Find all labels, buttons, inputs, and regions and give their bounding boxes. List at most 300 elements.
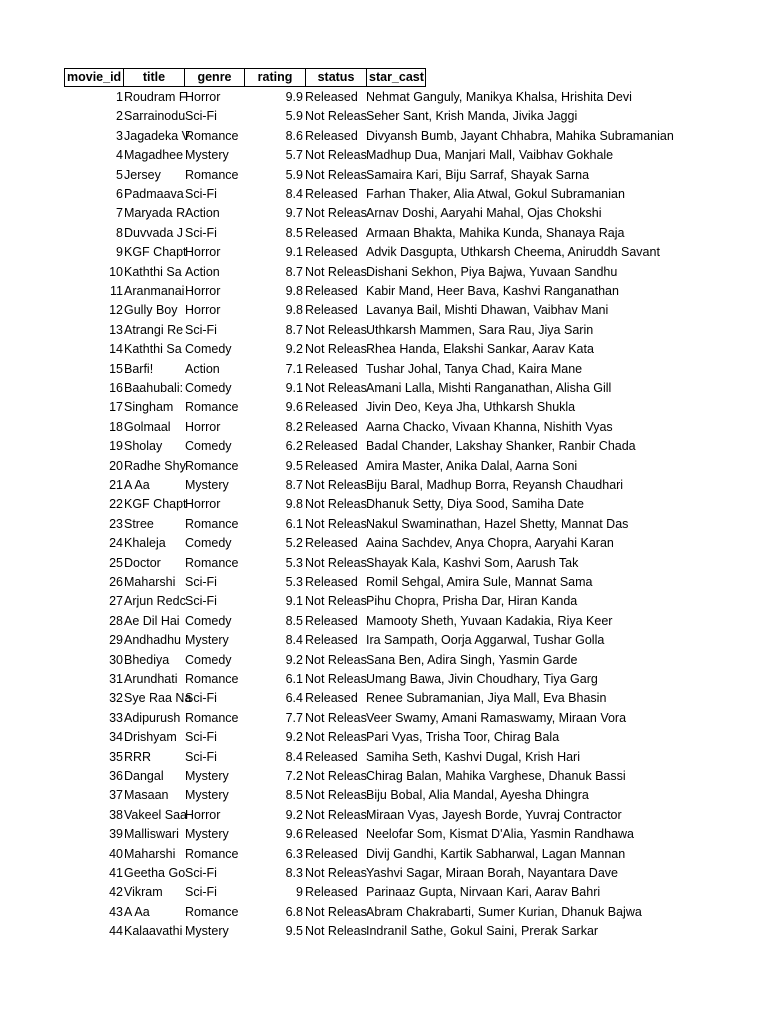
cell-movie-id[interactable]: 23 (109, 516, 123, 531)
cell-star-cast[interactable]: Biju Bobal, Alia Mandal, Ayesha Dhingra (366, 788, 589, 803)
cell-star-cast[interactable]: Yashvi Sagar, Miraan Borah, Nayantara Dave (366, 866, 618, 880)
cell-star-cast[interactable]: Veer Swamy, Amani Ramaswamy, Miraan Vora (366, 710, 627, 725)
cell-movie-id[interactable]: 36 (109, 769, 123, 783)
cell-rating[interactable]: 8.7 (285, 322, 303, 337)
cell-status[interactable]: Not Releas (305, 148, 367, 163)
cell-status[interactable]: Released (305, 361, 358, 376)
cell-status[interactable]: Released (305, 400, 358, 415)
cell-title[interactable]: Maryada R (124, 206, 186, 221)
cell-genre[interactable]: Horror (185, 245, 221, 260)
cell-movie-id[interactable]: 38 (109, 807, 123, 822)
cell-movie-id[interactable]: 44 (109, 924, 123, 939)
cell-rating[interactable]: 8.7 (285, 264, 303, 279)
cell-movie-id[interactable]: 41 (109, 866, 123, 880)
table-row (64, 437, 684, 456)
cell-movie-id[interactable]: 21 (109, 478, 123, 492)
cell-title[interactable]: KGF Chapt (124, 245, 187, 260)
cell-genre[interactable]: Romance (185, 128, 239, 143)
cell-title[interactable]: Sye Raa Na (124, 691, 192, 706)
header-title[interactable]: title (123, 68, 185, 87)
cell-genre[interactable]: Romance (185, 555, 239, 570)
cell-rating[interactable]: 8.4 (285, 187, 303, 201)
cell-rating[interactable]: 9.2 (285, 807, 303, 822)
table-row (64, 379, 684, 398)
cell-movie-id[interactable]: 5 (116, 167, 123, 182)
cell-title[interactable]: Andhadhu (124, 633, 182, 648)
cell-genre[interactable]: Sci-Fi (185, 187, 217, 201)
cell-rating[interactable]: 8.7 (285, 478, 303, 492)
cell-star-cast[interactable]: Madhup Dua, Manjari Mall, Vaibhav Gokhale (366, 148, 614, 163)
cell-status[interactable]: Released (305, 419, 358, 434)
cell-rating[interactable]: 9.1 (285, 245, 303, 260)
cell-rating[interactable]: 9.1 (285, 381, 303, 395)
cell-movie-id[interactable]: 22 (109, 497, 123, 512)
cell-status[interactable]: Not Releas (305, 322, 367, 337)
cell-movie-id[interactable]: 24 (109, 536, 123, 551)
cell-genre[interactable]: Mystery (185, 924, 229, 939)
header-movie-id[interactable]: movie_id (64, 68, 124, 87)
cell-rating[interactable]: 8.5 (285, 788, 303, 803)
cell-genre[interactable]: Sci-Fi (185, 691, 217, 706)
cell-status[interactable]: Not Releas (305, 672, 367, 686)
cell-title[interactable]: Aranmanai (124, 284, 185, 298)
cell-title[interactable]: Khaleja (124, 536, 166, 551)
cell-movie-id[interactable]: 39 (109, 827, 123, 842)
cell-title[interactable]: Ae Dil Hai (124, 613, 180, 628)
cell-star-cast[interactable]: Umang Bawa, Jivin Choudhary, Tiya Garg (366, 672, 598, 686)
cell-movie-id[interactable]: 42 (109, 885, 123, 900)
cell-title[interactable]: KGF Chapt (124, 497, 187, 512)
cell-genre[interactable]: Mystery (185, 148, 229, 163)
cell-star-cast[interactable]: Rhea Handa, Elakshi Sankar, Aarav Kata (366, 342, 594, 357)
cell-status[interactable]: Not Releas (305, 904, 367, 919)
cell-rating[interactable]: 9.9 (285, 90, 303, 104)
cell-title[interactable]: A Aa (124, 904, 150, 919)
cell-genre[interactable]: Mystery (185, 788, 229, 803)
cell-star-cast[interactable]: Ira Sampath, Oorja Aggarwal, Tushar Golla (366, 633, 605, 648)
cell-title[interactable]: Jersey (124, 167, 161, 182)
table-row (64, 88, 684, 107)
cell-status[interactable]: Not Releas (305, 769, 367, 783)
header-rating[interactable]: rating (244, 68, 306, 87)
table-row (64, 398, 684, 417)
cell-title[interactable]: Atrangi Re (124, 322, 184, 337)
cell-rating[interactable]: 9.2 (285, 652, 303, 667)
cell-genre[interactable]: Romance (185, 458, 239, 473)
cell-title[interactable]: Malliswari (124, 827, 179, 842)
cell-star-cast[interactable]: Pihu Chopra, Prisha Dar, Hiran Kanda (366, 594, 578, 609)
cell-title[interactable]: Arjun Redc (124, 594, 186, 609)
cell-star-cast[interactable]: Renee Subramanian, Jiya Mall, Eva Bhasin (366, 691, 607, 706)
cell-title[interactable]: Maharshi (124, 846, 176, 861)
cell-star-cast[interactable]: Divyansh Bumb, Jayant Chhabra, Mahika Subramanian (366, 128, 674, 143)
cell-rating[interactable]: 9.6 (285, 827, 303, 842)
cell-movie-id[interactable]: 43 (109, 904, 123, 919)
cell-star-cast[interactable]: Seher Sant, Krish Manda, Jivika Jaggi (366, 109, 578, 124)
table-row (64, 903, 684, 922)
cell-star-cast[interactable]: Samaira Kari, Biju Sarraf, Shayak Sarna (366, 167, 590, 182)
cell-rating[interactable]: 8.5 (285, 613, 303, 628)
cell-movie-id[interactable]: 25 (109, 555, 123, 570)
cell-star-cast[interactable]: Nakul Swaminathan, Hazel Shetty, Mannat Das (366, 516, 629, 531)
cell-status[interactable]: Not Releas (305, 109, 367, 124)
cell-rating[interactable]: 9.6 (285, 400, 303, 415)
cell-movie-id[interactable]: 20 (109, 458, 123, 473)
cell-movie-id[interactable]: 15 (109, 361, 123, 376)
cell-star-cast[interactable]: Kabir Mand, Heer Bava, Kashvi Ranganathan (366, 284, 619, 298)
table-row (64, 689, 684, 708)
cell-rating[interactable]: 5.3 (285, 555, 303, 570)
cell-movie-id[interactable]: 4 (116, 148, 123, 163)
cell-movie-id[interactable]: 17 (109, 400, 123, 415)
cell-title[interactable]: Radhe Shy (124, 458, 186, 473)
cell-movie-id[interactable]: 13 (109, 322, 123, 337)
cell-rating[interactable]: 9.8 (285, 303, 303, 318)
cell-star-cast[interactable]: Lavanya Bail, Mishti Dhawan, Vaibhav Mani (366, 303, 609, 318)
cell-title[interactable]: Roudram F (124, 90, 187, 104)
cell-rating[interactable]: 7.7 (285, 710, 303, 725)
cell-movie-id[interactable]: 16 (109, 381, 123, 395)
cell-status[interactable]: Released (305, 633, 358, 648)
cell-status[interactable]: Not Releas (305, 594, 367, 609)
cell-genre[interactable]: Romance (185, 846, 239, 861)
cell-star-cast[interactable]: Jivin Deo, Keya Jha, Uthkarsh Shukla (366, 400, 576, 415)
cell-movie-id[interactable]: 9 (116, 245, 123, 260)
cell-genre[interactable]: Action (185, 361, 220, 376)
cell-status[interactable]: Released (305, 613, 358, 628)
cell-star-cast[interactable]: Abram Chakrabarti, Sumer Kurian, Dhanuk Bajwa (366, 904, 642, 919)
cell-rating[interactable]: 9.7 (285, 206, 303, 221)
cell-genre[interactable]: Romance (185, 710, 239, 725)
cell-status[interactable]: Released (305, 846, 358, 861)
cell-title[interactable]: Kaththi Sa (124, 264, 182, 279)
cell-title[interactable]: Vakeel Saa (124, 807, 188, 822)
cell-genre[interactable]: Comedy (185, 439, 232, 454)
cell-genre[interactable]: Horror (185, 303, 221, 318)
cell-title[interactable]: Kaththi Sa (124, 342, 182, 357)
cell-genre[interactable]: Comedy (185, 613, 232, 628)
table-row (64, 612, 684, 631)
cell-star-cast[interactable]: Dhanuk Setty, Diya Sood, Samiha Date (366, 497, 584, 512)
cell-movie-id[interactable]: 3 (116, 128, 123, 143)
table-row (64, 457, 684, 476)
cell-rating[interactable]: 6.1 (285, 516, 303, 531)
cell-rating[interactable]: 6.2 (285, 439, 303, 454)
table-row (64, 631, 684, 650)
cell-movie-id[interactable]: 11 (110, 284, 123, 298)
cell-genre[interactable]: Sci-Fi (185, 885, 217, 900)
cell-genre[interactable]: Mystery (185, 827, 229, 842)
cell-title[interactable]: Vikram (124, 885, 163, 900)
cell-movie-id[interactable]: 2 (116, 109, 123, 124)
cell-genre[interactable]: Horror (185, 90, 221, 104)
cell-movie-id[interactable]: 8 (116, 225, 123, 240)
cell-movie-id[interactable]: 31 (109, 672, 123, 686)
cell-title[interactable]: Dangal (124, 769, 164, 783)
cell-status[interactable]: Not Releas (305, 381, 367, 395)
table-row (64, 670, 684, 689)
cell-title[interactable]: Adipurush (124, 710, 181, 725)
cell-star-cast[interactable]: Aaina Sachdev, Anya Chopra, Aaryahi Karan (366, 536, 614, 551)
cell-star-cast[interactable]: Dishani Sekhon, Piya Bajwa, Yuvaan Sandhu (366, 264, 618, 279)
cell-genre[interactable]: Comedy (185, 342, 232, 357)
cell-title[interactable]: Drishyam (124, 730, 177, 745)
table-row (64, 282, 684, 301)
cell-status[interactable]: Not Releas (305, 807, 367, 822)
cell-genre[interactable]: Romance (185, 400, 239, 415)
cell-genre[interactable]: Horror (185, 497, 221, 512)
cell-rating[interactable]: 5.9 (285, 167, 303, 182)
cell-title[interactable]: Sarrainodu (124, 109, 186, 124)
cell-genre[interactable]: Sci-Fi (185, 225, 217, 240)
cell-star-cast[interactable]: Aarna Chacko, Vivaan Khanna, Nishith Vyas (366, 419, 613, 434)
cell-title[interactable]: Singham (124, 400, 174, 415)
cell-status[interactable]: Released (305, 303, 358, 318)
cell-movie-id[interactable]: 6 (116, 187, 123, 201)
table-row (64, 127, 684, 146)
cell-star-cast[interactable]: Sana Ben, Adira Singh, Yasmin Garde (366, 652, 578, 667)
table-row (64, 883, 684, 902)
cell-title[interactable]: Sholay (124, 439, 163, 454)
cell-rating[interactable]: 8.3 (285, 866, 303, 880)
cell-rating[interactable]: 8.4 (285, 633, 303, 648)
cell-title[interactable]: Gully Boy (124, 303, 178, 318)
cell-star-cast[interactable]: Indranil Sathe, Gokul Saini, Prerak Sarkar (366, 924, 599, 939)
cell-rating[interactable]: 9.1 (285, 594, 303, 609)
cell-status[interactable]: Released (305, 128, 358, 143)
cell-title[interactable]: Geetha Go (124, 866, 186, 880)
header-genre[interactable]: genre (184, 68, 245, 87)
cell-status[interactable]: Not Releas (305, 264, 367, 279)
cell-genre[interactable]: Sci-Fi (185, 575, 217, 589)
cell-star-cast[interactable]: Shayak Kala, Kashvi Som, Aarush Tak (366, 555, 579, 570)
header-star-cast[interactable]: star_cast (366, 68, 426, 87)
cell-genre[interactable]: Mystery (185, 478, 229, 492)
cell-status[interactable]: Not Releas (305, 652, 367, 667)
cell-rating[interactable]: 9.8 (285, 284, 303, 298)
cell-title[interactable]: Duvvada J (124, 225, 184, 240)
table-row (64, 107, 684, 126)
cell-movie-id[interactable]: 1 (116, 90, 123, 104)
table-row (64, 515, 684, 534)
cell-rating[interactable]: 5.3 (285, 575, 303, 589)
cell-rating[interactable]: 5.7 (285, 148, 303, 163)
cell-star-cast[interactable]: Badal Chander, Lakshay Shanker, Ranbir Chada (366, 439, 636, 454)
cell-title[interactable]: Jagadeka V (124, 128, 191, 143)
cell-rating[interactable]: 9.5 (285, 458, 303, 473)
cell-status[interactable]: Released (305, 90, 358, 104)
table-row (64, 806, 684, 825)
cell-movie-id[interactable]: 27 (109, 594, 123, 609)
cell-title[interactable]: Magadhee (124, 148, 184, 163)
cell-status[interactable]: Not Releas (305, 478, 367, 492)
cell-movie-id[interactable]: 7 (116, 206, 123, 221)
cell-genre[interactable]: Sci-Fi (185, 322, 217, 337)
table-row (64, 534, 684, 553)
cell-genre[interactable]: Mystery (185, 633, 229, 648)
cell-rating[interactable]: 9.5 (285, 924, 303, 939)
cell-movie-id[interactable]: 12 (109, 303, 123, 318)
cell-star-cast[interactable]: Armaan Bhakta, Mahika Kunda, Shanaya Raja (366, 225, 625, 240)
cell-title[interactable]: Doctor (124, 555, 161, 570)
cell-rating[interactable]: 5.2 (285, 536, 303, 551)
cell-star-cast[interactable]: Pari Vyas, Trisha Toor, Chirag Bala (366, 730, 560, 745)
table-row (64, 185, 684, 204)
cell-star-cast[interactable]: Chirag Balan, Mahika Varghese, Dhanuk Bassi (366, 769, 626, 783)
cell-genre[interactable]: Comedy (185, 381, 232, 395)
cell-movie-id[interactable]: 10 (109, 264, 123, 279)
cell-star-cast[interactable]: Mamooty Sheth, Yuvaan Kadakia, Riya Keer (366, 613, 613, 628)
cell-status[interactable]: Released (305, 827, 358, 842)
cell-title[interactable]: Maharshi (124, 575, 176, 589)
table-row (64, 476, 684, 495)
cell-star-cast[interactable]: Miraan Vyas, Jayesh Borde, Yuvraj Contractor (366, 807, 622, 822)
cell-status[interactable]: Not Releas (305, 342, 367, 357)
cell-status[interactable]: Released (305, 187, 358, 201)
cell-title[interactable]: RRR (124, 749, 152, 764)
cell-genre[interactable]: Horror (185, 807, 221, 822)
cell-rating[interactable]: 8.2 (285, 419, 303, 434)
cell-star-cast[interactable]: Advik Dasgupta, Uthkarsh Cheema, Aniruddh Savant (366, 245, 660, 260)
cell-status[interactable]: Released (305, 225, 358, 240)
table-row (64, 224, 684, 243)
cell-genre[interactable]: Romance (185, 904, 239, 919)
cell-movie-id[interactable]: 40 (109, 846, 123, 861)
cell-status[interactable]: Not Releas (305, 516, 367, 531)
cell-genre[interactable]: Comedy (185, 536, 232, 551)
cell-status[interactable]: Released (305, 691, 358, 706)
cell-star-cast[interactable]: Romil Sehgal, Amira Sule, Mannat Sama (366, 575, 593, 589)
cell-star-cast[interactable]: Farhan Thaker, Alia Atwal, Gokul Subramanian (366, 187, 625, 201)
cell-rating[interactable]: 9.2 (285, 730, 303, 745)
cell-title[interactable]: Arundhati (124, 672, 178, 686)
cell-movie-id[interactable]: 14 (109, 342, 123, 357)
cell-genre[interactable]: Action (185, 206, 220, 221)
cell-genre[interactable]: Sci-Fi (185, 866, 217, 880)
cell-genre[interactable]: Horror (185, 419, 221, 434)
cell-title[interactable]: Padmaava (124, 187, 184, 201)
cell-status[interactable]: Released (305, 575, 358, 589)
cell-genre[interactable]: Romance (185, 516, 239, 531)
cell-movie-id[interactable]: 32 (109, 691, 123, 706)
cell-status[interactable]: Released (305, 885, 358, 900)
cell-status[interactable]: Not Releas (305, 555, 367, 570)
cell-status[interactable]: Released (305, 439, 358, 454)
table-row (64, 573, 684, 592)
cell-genre[interactable]: Comedy (185, 652, 232, 667)
cell-star-cast[interactable]: Samiha Seth, Kashvi Dugal, Krish Hari (366, 749, 580, 764)
cell-genre[interactable]: Sci-Fi (185, 730, 217, 745)
cell-status[interactable]: Not Releas (305, 167, 367, 182)
cell-status[interactable]: Not Releas (305, 924, 367, 939)
cell-movie-id[interactable]: 29 (109, 633, 123, 648)
cell-status[interactable]: Not Releas (305, 730, 367, 745)
table-row (64, 340, 684, 359)
cell-star-cast[interactable]: Divij Gandhi, Kartik Sabharwal, Lagan Mannan (366, 846, 626, 861)
cell-title[interactable]: Stree (124, 516, 154, 531)
cell-title[interactable]: Bhediya (124, 652, 170, 667)
cell-genre[interactable]: Mystery (185, 769, 229, 783)
table-row (64, 418, 684, 437)
cell-star-cast[interactable]: Amani Lalla, Mishti Ranganathan, Alisha Gill (366, 381, 612, 395)
table-row (64, 651, 684, 670)
cell-rating[interactable]: 9.8 (285, 497, 303, 512)
table-row (64, 825, 684, 844)
table-row (64, 204, 684, 223)
cell-star-cast[interactable]: Tushar Johal, Tanya Chad, Kaira Mane (366, 361, 583, 376)
cell-movie-id[interactable]: 35 (109, 749, 123, 764)
cell-movie-id[interactable]: 30 (109, 652, 123, 667)
cell-status[interactable]: Released (305, 458, 358, 473)
cell-title[interactable]: Masaan (124, 788, 169, 803)
cell-status[interactable]: Not Releas (305, 866, 367, 880)
cell-genre[interactable]: Action (185, 264, 220, 279)
cell-rating[interactable]: 7.2 (285, 769, 303, 783)
cell-star-cast[interactable]: Parinaaz Gupta, Nirvaan Kari, Aarav Bahri (366, 885, 601, 900)
cell-genre[interactable]: Romance (185, 672, 239, 686)
cell-star-cast[interactable]: Uthkarsh Mammen, Sara Rau, Jiya Sarin (366, 322, 594, 337)
cell-status[interactable]: Released (305, 245, 358, 260)
cell-movie-id[interactable]: 18 (109, 419, 123, 434)
cell-movie-id[interactable]: 33 (109, 710, 123, 725)
cell-star-cast[interactable]: Nehmat Ganguly, Manikya Khalsa, Hrishita Devi (366, 90, 632, 104)
cell-rating[interactable]: 6.3 (285, 846, 303, 861)
cell-title[interactable]: Kalaavathi (124, 924, 183, 939)
cell-status[interactable]: Released (305, 536, 358, 551)
cell-rating[interactable]: 8.4 (285, 749, 303, 764)
cell-title[interactable]: Barfi! (124, 361, 154, 376)
table-row (64, 166, 684, 185)
cell-rating[interactable]: 8.5 (285, 225, 303, 240)
cell-genre[interactable]: Romance (185, 167, 239, 182)
cell-rating[interactable]: 5.9 (285, 109, 303, 124)
cell-genre[interactable]: Sci-Fi (185, 109, 217, 124)
cell-star-cast[interactable]: Biju Baral, Madhup Borra, Reyansh Chaudhari (366, 478, 624, 492)
table-row (64, 786, 684, 805)
cell-rating[interactable]: 9 (296, 885, 303, 900)
table-row (64, 709, 684, 728)
cell-movie-id[interactable]: 26 (109, 575, 123, 589)
cell-status[interactable]: Released (305, 749, 358, 764)
cell-movie-id[interactable]: 28 (109, 613, 123, 628)
cell-star-cast[interactable]: Arnav Doshi, Aaryahi Mahal, Ojas Chokshi (366, 206, 602, 221)
cell-movie-id[interactable]: 34 (109, 730, 123, 745)
cell-rating[interactable]: 9.2 (285, 342, 303, 357)
cell-rating[interactable]: 7.1 (285, 361, 303, 376)
cell-rating[interactable]: 6.8 (285, 904, 303, 919)
cell-status[interactable]: Not Releas (305, 788, 367, 803)
cell-title[interactable]: Golmaal (124, 419, 171, 434)
cell-movie-id[interactable]: 37 (109, 788, 123, 803)
cell-status[interactable]: Not Releas (305, 206, 367, 221)
cell-star-cast[interactable]: Amira Master, Anika Dalal, Aarna Soni (366, 458, 578, 473)
cell-rating[interactable]: 6.4 (285, 691, 303, 706)
cell-title[interactable]: A Aa (124, 478, 150, 492)
cell-status[interactable]: Not Releas (305, 497, 367, 512)
cell-rating[interactable]: 8.6 (285, 128, 303, 143)
cell-status[interactable]: Not Releas (305, 710, 367, 725)
cell-rating[interactable]: 6.1 (285, 672, 303, 686)
table-row (64, 495, 684, 514)
cell-title[interactable]: Baahubali: (124, 381, 184, 395)
cell-genre[interactable]: Sci-Fi (185, 749, 217, 764)
cell-star-cast[interactable]: Neelofar Som, Kismat D'Alia, Yasmin Randhawa (366, 827, 635, 842)
cell-genre[interactable]: Horror (185, 284, 221, 298)
header-status[interactable]: status (305, 68, 367, 87)
cell-movie-id[interactable]: 19 (109, 439, 123, 454)
cell-genre[interactable]: Sci-Fi (185, 594, 217, 609)
cell-status[interactable]: Released (305, 284, 358, 298)
